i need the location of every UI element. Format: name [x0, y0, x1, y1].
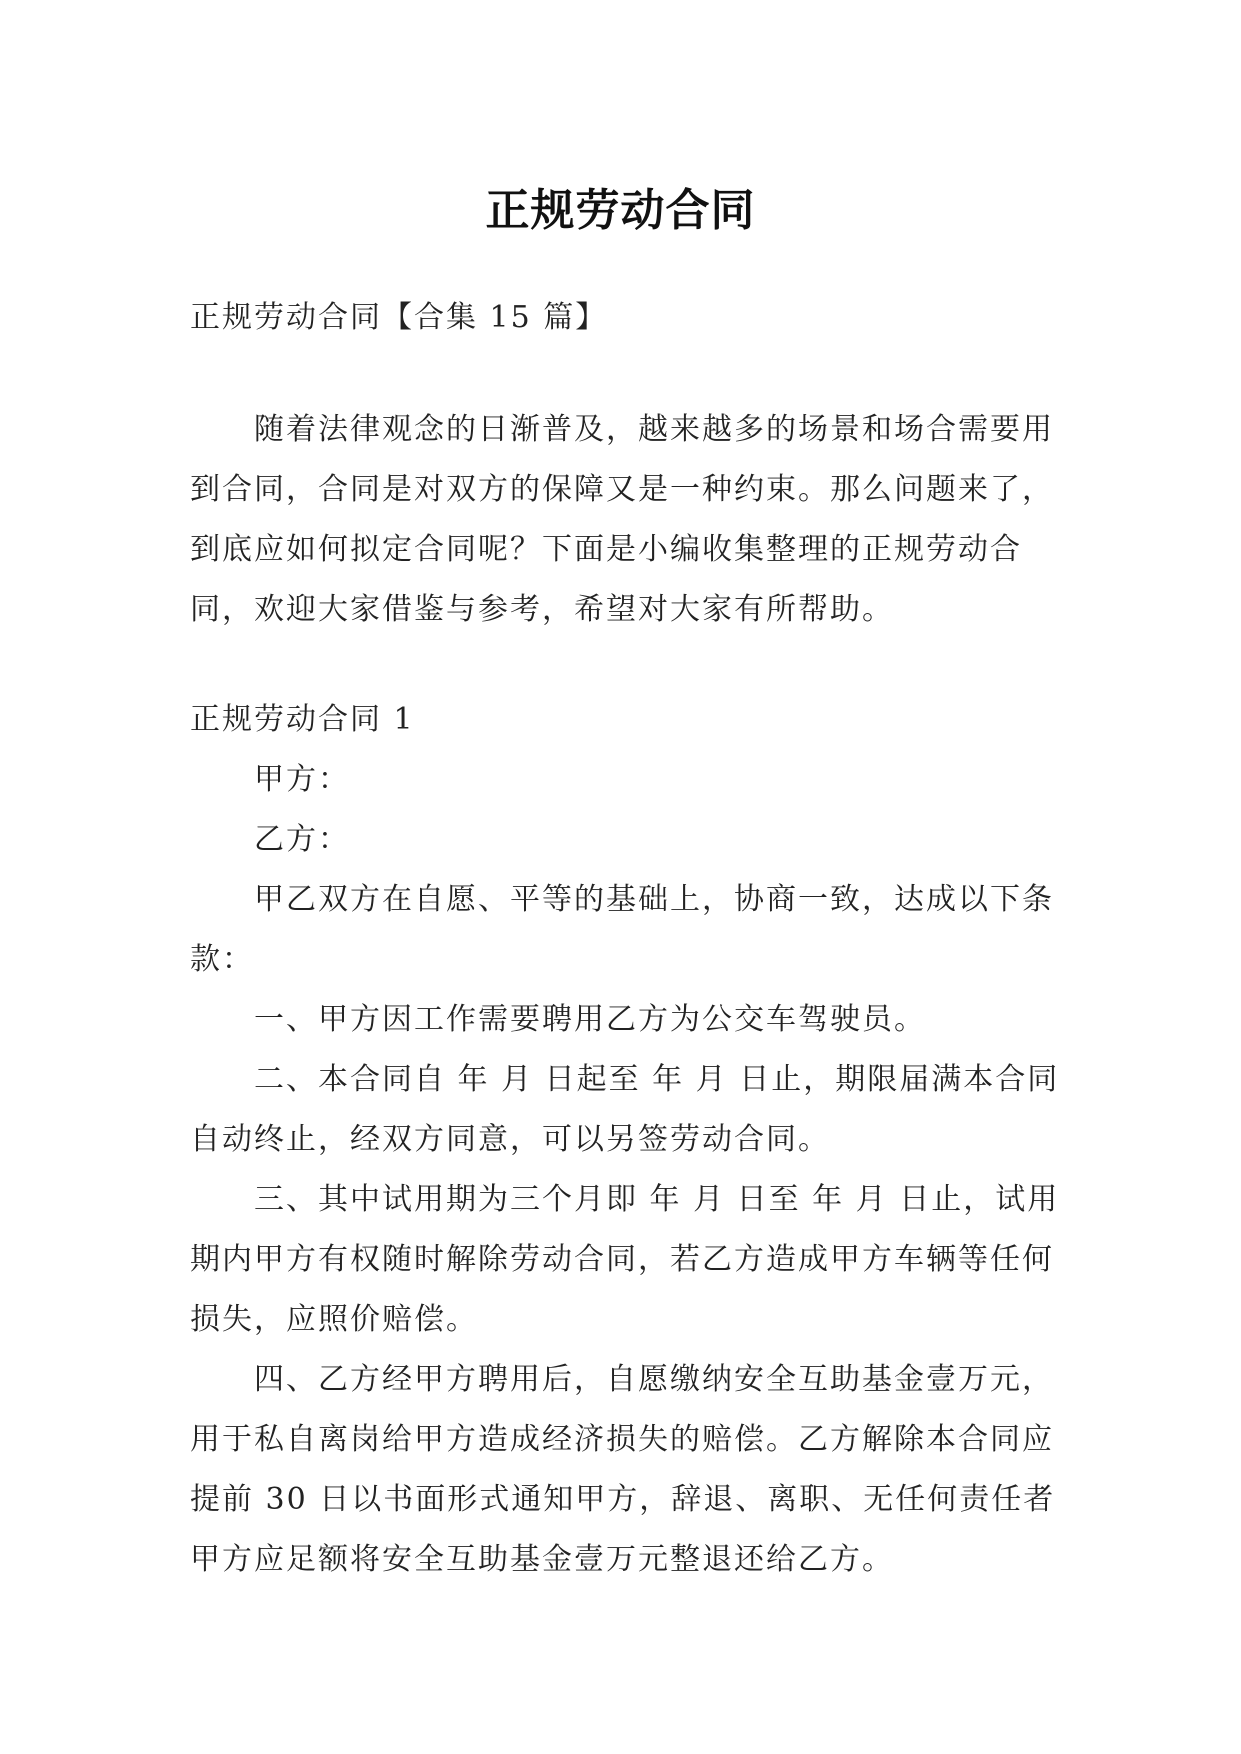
clause-4: 四、乙方经甲方聘用后，自愿缴纳安全互助基金壹万元，用于私自离岗给甲方造成经济损失的赔偿。乙方解除本合同应提前 30 日以书面形式通知甲方，辞退、离职、无任何责任者甲方应足额将安全互助基金壹万元整退还给乙方。: [190, 1362, 1056, 1577]
clause-list: [190, 750, 1060, 1590]
clause-1: 一、甲方因工作需要聘用乙方为公交车驾驶员。: [254, 1002, 926, 1037]
document-subtitle: 正规劳动合同【合集 15 篇】: [190, 300, 608, 335]
clause-agreement: 甲乙双方在自愿、平等的基础上，协商一致，达成以下条款：: [190, 882, 1054, 977]
clause-party-a: 甲方：: [254, 762, 350, 797]
intro-paragraph: 随着法律观念的日渐普及，越来越多的场景和场合需要用到合同，合同是对双方的保障又是一种约束。那么问题来了，到底应如何拟定合同呢？下面是小编收集整理的正规劳动合同，欢迎大家借鉴与参考，希望对大家有所帮助。: [190, 412, 1054, 627]
section-title: 正规劳动合同 1: [190, 702, 415, 737]
document-title: 正规劳动合同: [485, 185, 756, 237]
clause-3: 三、其中试用期为三个月即 年 月 日至 年 月 日止，试用期内甲方有权随时解除劳动合同，若乙方造成甲方车辆等任何损失，应照价赔偿。: [190, 1182, 1060, 1337]
clause-2: 二、本合同自 年 月 日起至 年 月 日止，期限届满本合同自动终止，经双方同意，可以另签劳动合同。: [190, 1062, 1060, 1157]
clause-party-b: 乙方：: [254, 822, 350, 857]
